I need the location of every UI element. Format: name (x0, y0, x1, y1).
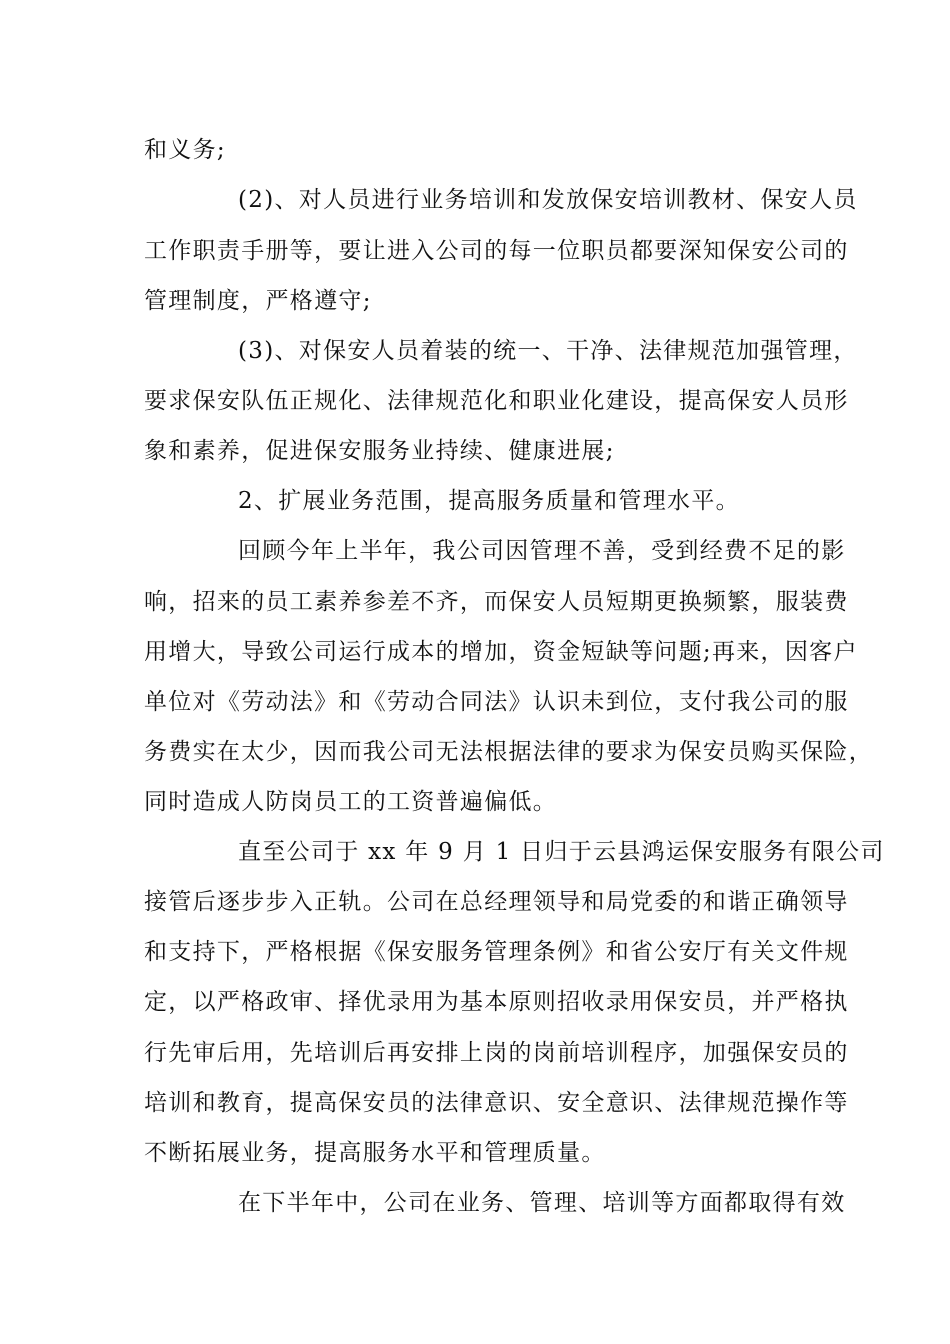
text-line: 务费实在太少，因而我公司无法根据法律的要求为保安员购买保险， (144, 739, 873, 765)
text-line: 工作职责手册等，要让进入公司的每一位职员都要深知保安公司的 (144, 238, 849, 264)
text-line: 培训和教育，提高保安员的法律意识、安全意识、法律规范操作等 (144, 1090, 849, 1116)
text-line: (3)、对保安人员着装的统一、干净、法律规范加强管理， (238, 338, 858, 364)
text-line: 接管后逐步步入正轨。公司在总经理领导和局党委的和谐正确领导 (144, 889, 849, 915)
text-line: 和义务; (144, 137, 226, 163)
text-line: 不断拓展业务，提高服务水平和管理质量。 (144, 1140, 606, 1166)
text-line: 管理制度，严格遵守; (144, 288, 372, 314)
text-line: 直至公司于 xx 年 9 月 1 日归于云县鸿运保安服务有限公司 (238, 839, 885, 865)
text-line: 定，以严格政审、择优录用为基本原则招收录用保安员，并严格执 (144, 989, 849, 1015)
text-line: 在下半年中，公司在业务、管理、培训等方面都取得有效 (238, 1190, 846, 1216)
text-line: 2、扩展业务范围，提高服务质量和管理水平。 (238, 488, 740, 514)
text-line: 要求保安队伍正规化、法律规范化和职业化建设，提高保安人员形 (144, 388, 849, 414)
text-line: 和支持下，严格根据《保安服务管理条例》和省公安厅有关文件规 (144, 939, 849, 965)
text-line: 单位对《劳动法》和《劳动合同法》认识未到位，支付我公司的服 (144, 689, 849, 715)
text-line: 用增大，导致公司运行成本的增加，资金短缺等问题;再来，因客户 (144, 639, 858, 665)
text-line: 响，招来的员工素养参差不齐，而保安人员短期更换频繁，服装费 (144, 589, 849, 615)
text-line: 象和素养，促进保安服务业持续、健康进展; (144, 438, 615, 464)
text-line: (2)、对人员进行业务培训和发放保安培训教材、保安人员 (238, 187, 858, 213)
text-line: 回顾今年上半年，我公司因管理不善，受到经费不足的影 (238, 538, 846, 564)
text-line: 行先审后用，先培训后再安排上岗的岗前培训程序，加强保安员的 (144, 1040, 849, 1066)
text-line: 同时造成人防岗员工的工资普遍偏低。 (144, 789, 558, 815)
